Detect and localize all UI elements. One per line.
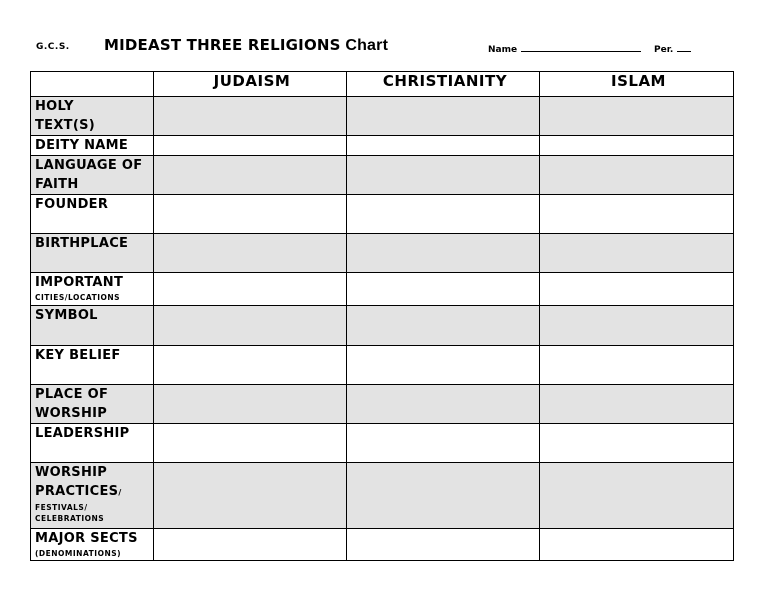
answer-cell[interactable]	[347, 463, 540, 529]
answer-cell[interactable]	[154, 463, 347, 529]
table-row	[31, 424, 734, 463]
row-label-language-of-faith: LANGUAGE OF FAITH	[31, 156, 154, 195]
row-label-sub: FESTIVALS/	[35, 503, 88, 512]
answer-cell[interactable]	[540, 346, 734, 385]
row-label-sub: CITIES/LOCATIONS	[35, 293, 121, 302]
answer-cell[interactable]	[540, 273, 734, 306]
table-row	[31, 463, 734, 529]
row-label-important-locations	[31, 273, 154, 306]
answer-cell[interactable]	[154, 97, 347, 136]
row-label-symbol: SYMBOL	[31, 306, 154, 346]
answer-cell[interactable]	[540, 97, 734, 136]
column-header-christianity: CHRISTIANITY	[347, 72, 540, 97]
answer-cell[interactable]	[347, 195, 540, 234]
table-row	[31, 273, 734, 306]
row-label-birthplace: BIRTHPLACE	[31, 234, 154, 273]
row-label-holy-texts: HOLY TEXT(S)	[31, 97, 154, 136]
answer-cell[interactable]	[154, 424, 347, 463]
answer-cell[interactable]	[347, 97, 540, 136]
table-row	[31, 306, 734, 346]
answer-cell[interactable]	[540, 195, 734, 234]
table-row	[31, 529, 734, 561]
name-label: Name	[488, 45, 518, 55]
row-label-slash: /	[118, 488, 122, 497]
worksheet-header	[0, 36, 768, 58]
answer-cell[interactable]	[154, 529, 347, 561]
answer-cell[interactable]	[347, 273, 540, 306]
answer-cell[interactable]	[154, 234, 347, 273]
table-row	[31, 385, 734, 424]
row-label-major-sects	[31, 529, 154, 561]
period-label: Per.	[654, 45, 674, 55]
table-row	[31, 156, 734, 195]
answer-cell[interactable]	[540, 156, 734, 195]
answer-cell[interactable]	[540, 136, 734, 156]
row-label-sub2: CELEBRATIONS	[35, 514, 105, 523]
answer-cell[interactable]	[154, 385, 347, 424]
row-label-worship-practices	[31, 463, 154, 529]
row-label-main: MAJOR SECTS	[35, 531, 138, 546]
table-row	[31, 195, 734, 234]
answer-cell[interactable]	[347, 529, 540, 561]
answer-cell[interactable]	[540, 234, 734, 273]
row-label-key-belief: KEY BELIEF	[31, 346, 154, 385]
page-title	[104, 36, 388, 55]
religions-chart-table	[30, 71, 734, 561]
row-label-deity-name: DEITY NAME	[31, 136, 154, 156]
answer-cell[interactable]	[540, 385, 734, 424]
name-blank-line[interactable]	[521, 42, 641, 52]
table-row	[31, 97, 734, 136]
table-row	[31, 234, 734, 273]
title-main: MIDEAST THREE RELIGIONS	[104, 36, 341, 54]
row-label-main: WORSHIP PRACTICES	[35, 465, 119, 499]
answer-cell[interactable]	[154, 306, 347, 346]
row-label-place-of-worship: PLACE OF WORSHIP	[31, 385, 154, 424]
answer-cell[interactable]	[540, 306, 734, 346]
row-label-founder: FOUNDER	[31, 195, 154, 234]
title-suffix: Chart	[340, 37, 389, 54]
answer-cell[interactable]	[154, 136, 347, 156]
row-label-sub: (DENOMINATIONS)	[35, 549, 122, 558]
row-label-main: IMPORTANT	[35, 275, 124, 290]
name-field[interactable]	[488, 42, 641, 55]
table-row	[31, 346, 734, 385]
answer-cell[interactable]	[540, 529, 734, 561]
school-label: G.C.S.	[36, 42, 70, 52]
answer-cell[interactable]	[347, 234, 540, 273]
answer-cell[interactable]	[347, 346, 540, 385]
header-corner	[31, 72, 154, 97]
period-field[interactable]	[654, 42, 691, 55]
answer-cell[interactable]	[540, 463, 734, 529]
table-header-row	[31, 72, 734, 97]
answer-cell[interactable]	[347, 385, 540, 424]
table-row	[31, 136, 734, 156]
column-header-islam: ISLAM	[540, 72, 734, 97]
answer-cell[interactable]	[154, 273, 347, 306]
column-header-judaism: JUDAISM	[154, 72, 347, 97]
answer-cell[interactable]	[347, 424, 540, 463]
answer-cell[interactable]	[154, 156, 347, 195]
answer-cell[interactable]	[347, 156, 540, 195]
period-blank-line[interactable]	[677, 42, 691, 52]
answer-cell[interactable]	[347, 136, 540, 156]
row-label-leadership: LEADERSHIP	[31, 424, 154, 463]
answer-cell[interactable]	[347, 306, 540, 346]
answer-cell[interactable]	[540, 424, 734, 463]
answer-cell[interactable]	[154, 195, 347, 234]
answer-cell[interactable]	[154, 346, 347, 385]
